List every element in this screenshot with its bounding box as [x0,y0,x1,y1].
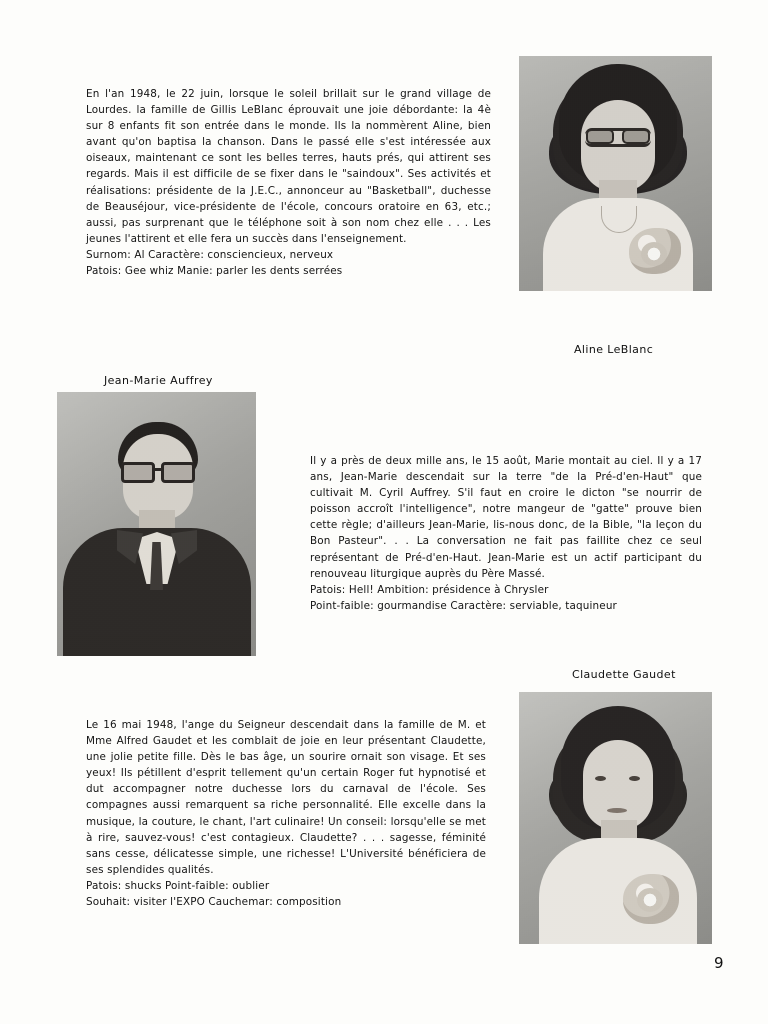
caption-aline-leblanc: Aline LeBlanc [574,343,654,356]
entry-text-jean-marie-auffrey [310,453,702,614]
entry-text-claudette-gaudet [86,717,486,910]
eyeglasses-bridge [155,468,163,471]
mouth-shape [607,808,627,813]
corsage-center-shape [637,888,663,912]
eyeglasses-shape [585,128,651,147]
entry-tail-line-2: Point-faible: gourmandise Caractère: serviable, taquineur [310,599,617,612]
portrait-photo-claudette-gaudet [519,692,712,944]
entry-tail-line-2: Souhait: visiter l'EXPO Cauchemar: composition [86,896,342,909]
face-shape [583,740,653,830]
entry-body: Il y a près de deux mille ans, le 15 août, Marie montait au ciel. Il y a 17 ans, Jean-Marie descendait sur la terre "de la Pré-d'en-Haut" que cultivait M. Cyril Auffrey. S'il faut en croire le dicton "se nourrir de poisson accroît l'intelligence", notre mangeur de "gatte" prouve bien cette règle; d'ailleurs Jean-Marie, lis-nous donc, de la Bible, "la leçon du Bon Pasteur". . . La conversation ne fait pas faillite chez ce seul représentant de Pré-d'en-Haut. Jean-Marie est un actif participant du renouveau liturgique auprès du Père Massé. [310,455,702,580]
entry-tail-line-2: Patois: Gee whiz Manie: parler les dents serrées [86,265,343,278]
eye-right-shape [629,776,640,781]
entry-body: Le 16 mai 1948, l'ange du Seigneur descendait dans la famille de M. et Mme Alfred Gaudet et les comblait de joie en leur présentant Claudette, une jolie petite fille. Dès le bas âge, un sourire ornait son visage. Et ses yeux! Ils pétillent d'esprit tellement qu'un certain Roger fut hypnotisé et dut accompagner notre duchesse lors du carnaval de l'école. Ses compagnes aussi remarquent sa riche personnalité. Elle excelle dans la musique, la couture, le chant, l'art culinaire! Un conseil: lorsqu'elle se met à rire, sauvez-vous! c'est contagieux. Claudette? . . . sagesse, féminité sans cesse, délicatesse simple, une richesse! L'Université bénéficiera de ses splendides qualités. [86,719,486,876]
eyeglasses-shape [119,462,197,478]
entry-tail-line-1: Patois: shucks Point-faible: oublier [86,879,270,892]
caption-claudette-gaudet: Claudette Gaudet [572,668,676,681]
portrait-photo-jean-marie-auffrey [57,392,256,656]
entry-tail-line-1: Patois: Hell! Ambition: présidence à Chrysler [310,583,549,596]
portrait-photo-aline-leblanc [519,56,712,291]
entry-tail-line-1: Surnom: Al Caractère: consciencieux, nerveux [86,248,334,261]
eye-left-shape [595,776,606,781]
entry-text-aline-leblanc [86,86,491,279]
caption-jean-marie-auffrey: Jean-Marie Auffrey [104,374,213,387]
entry-body: En l'an 1948, le 22 juin, lorsque le soleil brillait sur le grand village de Lourdes. la famille de Gillis LeBlanc éprouvait une joie débordante: la 4è sur 8 enfants fit son entrée dans le monde. Ils la nommèrent Aline, bien avant qu'on baptisa la chanson. Dans le passé elle s'est intéressée aux oiseaux, maintenant ce sont les belles terres, hauts prés, qui attirent ses regards. Mais il est difficile de se fixer dans le "saindoux". Ses activités et réalisations: présidente de la J.E.C., annonceur au "Basketball", duchesse de Beauséjour, vice-présidente de l'école, concours oratoire en 63, etc.; aussi, pas surprenant que le téléphone soit à son nom chez elle . . . Les jeunes l'attirent et elle fera un succès dans l'enseignement. [86,88,491,245]
page-number: 9 [714,954,724,972]
corsage-center-shape [641,242,667,266]
